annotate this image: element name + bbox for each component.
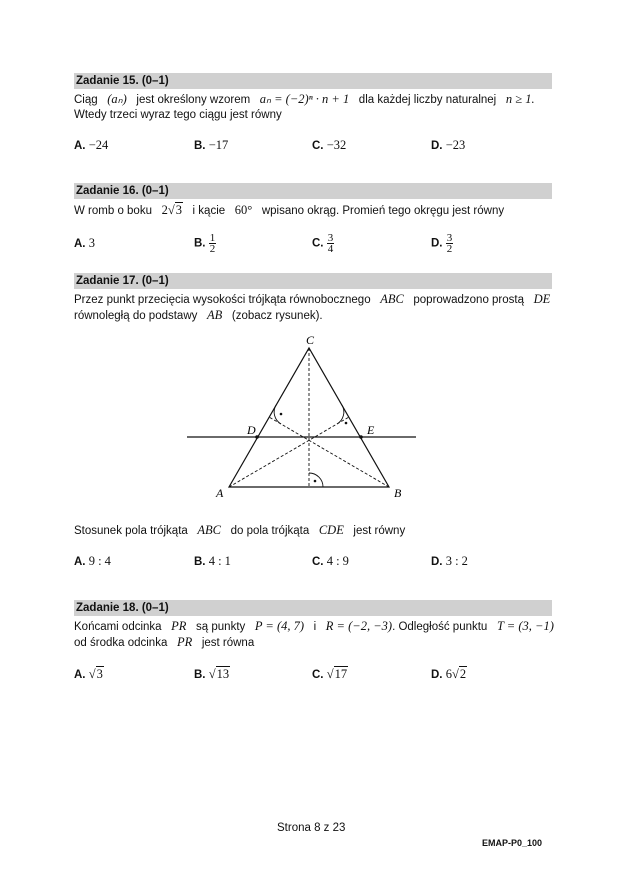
answer-c[interactable]: C. $\frac{3}{4}$ xyxy=(312,232,334,255)
right-angle-dot xyxy=(280,413,283,416)
fraction: $\frac{3}{2}$ xyxy=(446,232,453,255)
exam-code: EMAP-P0_100 xyxy=(482,838,543,848)
task-question: Stosunek pola trójkąta ABC do pola trójkąta CDE jest równy xyxy=(74,523,406,537)
task-header: Zadanie 16. (0–1) xyxy=(74,183,552,199)
label-e: E xyxy=(367,423,375,437)
triangle-figure xyxy=(180,330,425,505)
answer-d[interactable]: D. 3 : 2 xyxy=(431,554,468,568)
answer-c[interactable]: C. √17 xyxy=(312,667,348,681)
sqrt-value: √17 xyxy=(326,667,348,681)
task-text: Przez punkt przecięcia wysokości trójkąta równobocznego ABC poprowadzono prostą DE xyxy=(74,292,551,306)
side-length: 2√3 xyxy=(161,203,182,217)
fraction: $\frac{3}{4}$ xyxy=(327,232,334,255)
point-e xyxy=(359,435,363,439)
page-number: Strona 8 z 23 xyxy=(277,822,346,834)
fraction: $\frac{1}{2}$ xyxy=(209,232,216,255)
answer-b[interactable]: B. $\frac{1}{2}$ xyxy=(194,232,216,255)
answer-b[interactable]: B. √13 xyxy=(194,667,230,681)
answer-d[interactable]: D. −23 xyxy=(431,138,466,152)
point-d xyxy=(255,435,259,439)
right-angle-mark xyxy=(337,405,344,424)
task-text: od środka odcinka PR jest równa xyxy=(74,635,255,649)
answer-b[interactable]: B. 4 : 1 xyxy=(194,554,231,568)
sqrt-value: √3 xyxy=(88,667,103,681)
task-text: W romb o boku 2√3 i kącie 60° wpisano okrąg. Promień tego okręgu jest równy xyxy=(74,203,505,217)
answer-c[interactable]: C. −32 xyxy=(312,138,347,152)
label-c: C xyxy=(306,333,315,347)
task-15 xyxy=(74,73,552,163)
sqrt-value: 6√2 xyxy=(445,667,467,681)
task-16 xyxy=(74,183,552,263)
task-header: Zadanie 18. (0–1) xyxy=(74,600,552,616)
label-d: D xyxy=(247,423,256,437)
right-angle-mark xyxy=(309,473,323,487)
answer-a[interactable]: A. 3 xyxy=(74,236,95,250)
task-header: Zadanie 15. (0–1) xyxy=(74,73,552,89)
answer-a[interactable]: A. √3 xyxy=(74,667,103,681)
task-18 xyxy=(74,600,552,690)
right-angle-dot xyxy=(345,422,348,425)
task-text: Ciąg (aₙ) jest określony wzorem aₙ = (−2)ⁿ · n + 1 dla każdej liczby naturalnej n ≥ 1. xyxy=(74,92,535,106)
task-text: Końcami odcinka PR są punkty P = (4, 7) i R = (−2, −3). Odległość punktu T = (3, −1) xyxy=(74,619,554,633)
label-b: B xyxy=(394,486,402,500)
label-a: A xyxy=(216,486,224,500)
task-text: równoległą do podstawy AB (zobacz rysunek). xyxy=(74,308,323,322)
task-header: Zadanie 17. (0–1) xyxy=(74,273,552,289)
answer-b[interactable]: B. −17 xyxy=(194,138,229,152)
answer-d[interactable]: D. 6√2 xyxy=(431,667,467,681)
answer-a[interactable]: A. −24 xyxy=(74,138,109,152)
right-angle-dot xyxy=(314,480,317,483)
task-text: Wtedy trzeci wyraz tego ciągu jest równy xyxy=(74,109,282,121)
answer-d[interactable]: D. $\frac{3}{2}$ xyxy=(431,232,453,255)
sqrt-value: √13 xyxy=(208,667,230,681)
answer-c[interactable]: C. 4 : 9 xyxy=(312,554,349,568)
answer-a[interactable]: A. 9 : 4 xyxy=(74,554,111,568)
